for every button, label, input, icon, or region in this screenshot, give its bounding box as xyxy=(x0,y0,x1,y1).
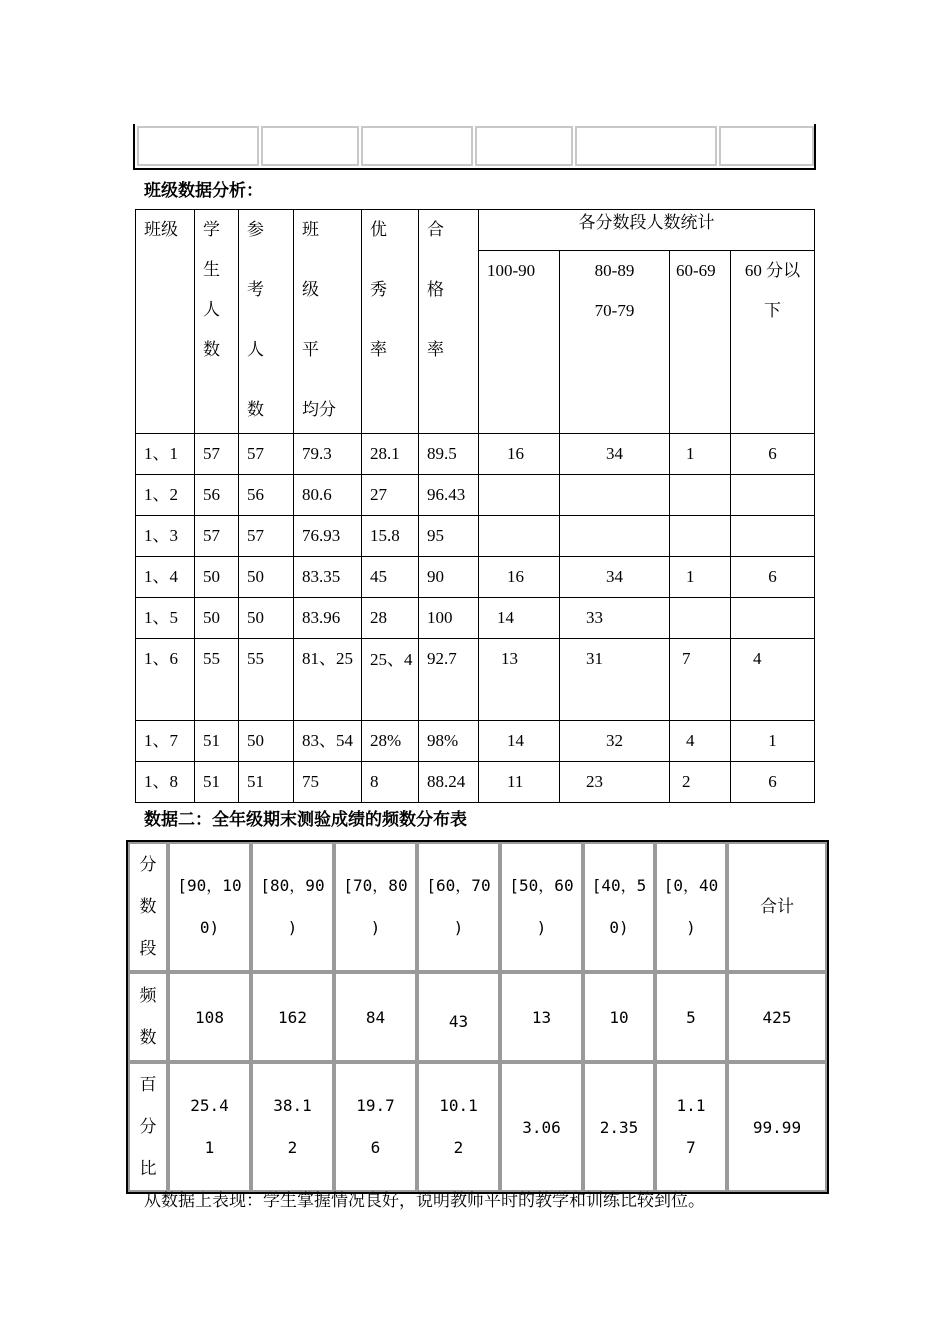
row-label-percent: 百 分 比 xyxy=(128,1062,168,1192)
percent-value: 2.35 xyxy=(583,1062,655,1192)
header-excellent-rate: 优 秀 率 xyxy=(362,210,419,434)
table-row: 1、1 57 57 79.3 28.1 89.5 16 34 1 6 xyxy=(136,434,815,475)
frequency-value: 43 xyxy=(417,972,500,1062)
percent-total: 99.99 xyxy=(727,1062,827,1192)
percent-value: 19.7 6 xyxy=(334,1062,417,1192)
table-row: 1、5 50 50 83.96 28 100 14 33 xyxy=(136,598,815,639)
frequency-value: 108 xyxy=(168,972,251,1062)
table-row: 1、6 55 55 81、25 25、4 92.7 13 31 7 4 xyxy=(136,639,815,721)
percent-value: 10.1 2 xyxy=(417,1062,500,1192)
frequency-value: 5 xyxy=(655,972,727,1062)
table-row: 1、3 57 57 76.93 15.8 95 xyxy=(136,516,815,557)
segment-70-80: [70，80 ) xyxy=(334,842,417,972)
row-label-segment: 分 数 段 xyxy=(128,842,168,972)
percent-value: 38.1 2 xyxy=(251,1062,334,1192)
header-average: 班 级 平 均分 xyxy=(294,210,362,434)
percent-value: 1.1 7 xyxy=(655,1062,727,1192)
class-data-table xyxy=(135,209,815,803)
frequency-value: 10 xyxy=(583,972,655,1062)
table-cell xyxy=(137,126,259,166)
header-students: 学 生 人 数 xyxy=(195,210,239,434)
frequency-total: 425 xyxy=(727,972,827,1062)
previous-table-fragment xyxy=(133,124,816,170)
frequency-value: 13 xyxy=(500,972,583,1062)
conclusion-text: 从数据上表现：学生掌握情况良好，说明教师平时的教学和训练比较到位。 xyxy=(144,1191,705,1211)
class-analysis-heading: 班级数据分析： xyxy=(144,181,263,201)
header-band-below-60: 60 分以 下 xyxy=(731,251,815,434)
row-label-frequency: 频 数 xyxy=(128,972,168,1062)
table-cell xyxy=(575,126,717,166)
table-row: 1、2 56 56 80.6 27 96.43 xyxy=(136,475,815,516)
table-row: 1、7 51 50 83、54 28% 98% 14 32 4 1 xyxy=(136,721,815,762)
frequency-row xyxy=(128,972,827,1062)
table-row: 1、8 51 51 75 8 88.24 11 23 2 6 xyxy=(136,762,815,803)
percent-value: 25.4 1 xyxy=(168,1062,251,1192)
table-cell xyxy=(261,126,359,166)
frequency-table-heading: 数据二：全年级期末测验成绩的频数分布表 xyxy=(144,810,467,830)
percent-value: 3.06 xyxy=(500,1062,583,1192)
segment-0-40: [0，40 ) xyxy=(655,842,727,972)
segment-40-50: [40，5 0) xyxy=(583,842,655,972)
header-class: 班级 xyxy=(136,210,195,434)
frequency-value: 162 xyxy=(251,972,334,1062)
segment-row xyxy=(128,842,827,972)
total-label: 合计 xyxy=(727,842,827,972)
segment-90-100: [90，10 0) xyxy=(168,842,251,972)
table-cell xyxy=(719,126,814,166)
frequency-value: 84 xyxy=(334,972,417,1062)
frequency-distribution-table xyxy=(126,840,829,1194)
table-cell xyxy=(361,126,473,166)
segment-60-70: [60，70 ) xyxy=(417,842,500,972)
header-band-60-69: 60-69 xyxy=(670,251,731,434)
header-score-bands: 各分数段人数统计 xyxy=(479,210,815,251)
header-band-80-70: 80-89 70-79 xyxy=(560,251,670,434)
header-pass-rate: 合 格 率 xyxy=(419,210,479,434)
table-row: 1、4 50 50 83.35 45 90 16 34 1 6 xyxy=(136,557,815,598)
header-band-100-90: 100-90 xyxy=(479,251,560,434)
header-participants: 参 考 人 数 xyxy=(239,210,294,434)
segment-50-60: [50，60 ) xyxy=(500,842,583,972)
table-cell xyxy=(475,126,573,166)
percent-row xyxy=(128,1062,827,1192)
segment-80-90: [80，90 ) xyxy=(251,842,334,972)
